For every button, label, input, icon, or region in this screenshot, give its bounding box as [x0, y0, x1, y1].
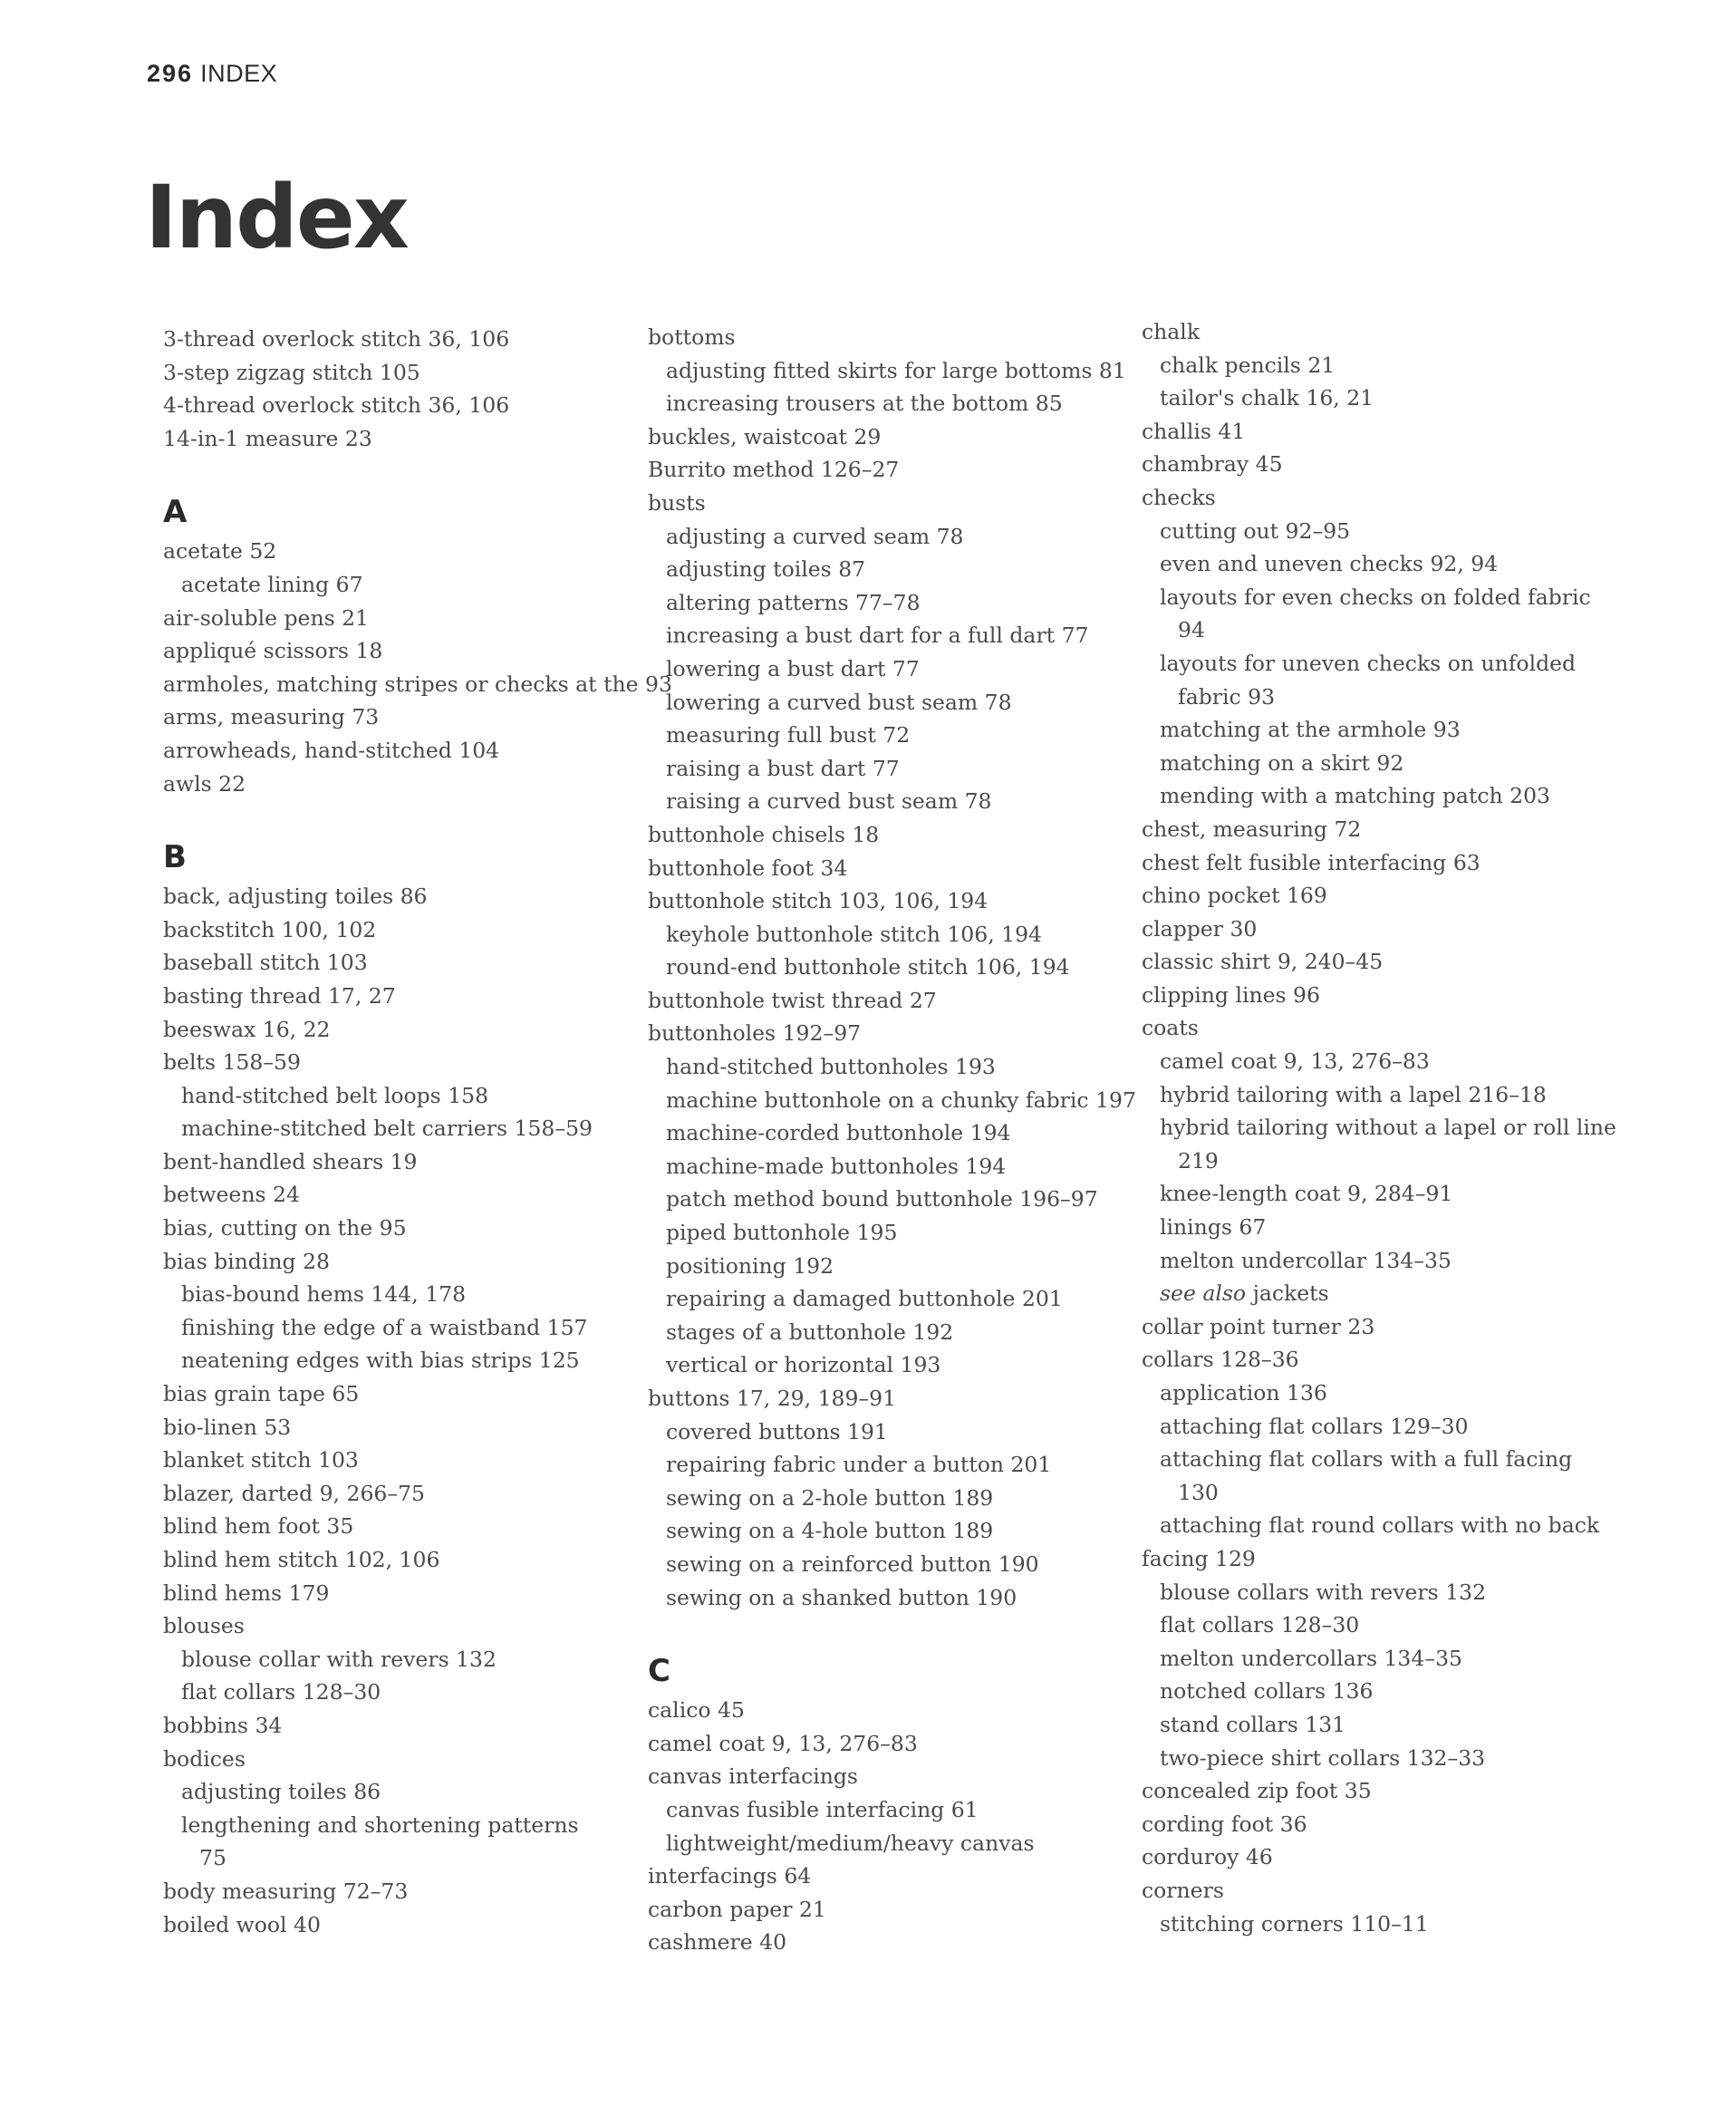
index-entry: collars 128–36: [1142, 1347, 1299, 1373]
index-subentry: stitching corners 110–11: [1160, 1910, 1429, 1937]
index-subentry: hand-stitched buttonholes 193: [666, 1054, 996, 1080]
index-subentry: knee-length coat 9, 284–91: [1160, 1181, 1453, 1207]
index-entry: buttonhole stitch 103, 106, 194: [648, 888, 989, 914]
index-entry: collar point turner 23: [1142, 1313, 1375, 1339]
index-subentry: lightweight/medium/heavy canvas: [666, 1830, 1035, 1856]
index-subentry: patch method bound buttonhole 196–97: [666, 1186, 1098, 1212]
index-entry: calico 45: [648, 1697, 745, 1724]
index-entry: facing 129: [1142, 1545, 1256, 1571]
index-subentry: mending with a matching patch 203: [1160, 783, 1551, 809]
index-entry: back, adjusting toiles 86: [163, 884, 428, 910]
index-entry: coats: [1142, 1015, 1199, 1041]
index-entry-continuation: 75: [199, 1845, 227, 1871]
index-subentry: positioning 192: [666, 1252, 834, 1279]
index-entry: armholes, matching stripes or checks at the 93: [163, 671, 672, 697]
index-subentry: increasing a bust dart for a full dart 77: [666, 623, 1089, 649]
index-entry: checks: [1142, 484, 1216, 510]
section-letter: C: [648, 1653, 670, 1690]
index-entry: 3-thread overlock stitch 36, 106: [163, 326, 510, 352]
index-entry: chambray 45: [1142, 451, 1283, 478]
index-subentry: blouse collars with revers 132: [1160, 1579, 1487, 1605]
section-spacer: [648, 1614, 1137, 1648]
index-subentry: hybrid tailoring with a lapel 216–18: [1160, 1081, 1547, 1107]
section-label: INDEX: [200, 60, 278, 87]
index-entry: arms, measuring 73: [163, 704, 380, 730]
index-subentry: chalk pencils 21: [1160, 352, 1336, 378]
index-subentry: raising a bust dart 77: [666, 755, 900, 781]
index-subentry: melton undercollars 134–35: [1160, 1645, 1462, 1671]
index-entry: blanket stitch 103: [163, 1447, 359, 1473]
index-entry: bias, cutting on the 95: [163, 1215, 407, 1241]
index-entry: betweens 24: [163, 1182, 300, 1208]
index-subentry: sewing on a 4-hole button 189: [666, 1518, 994, 1544]
index-entry: chest felt fusible interfacing 63: [1142, 849, 1480, 875]
index-subentry: vertical or horizontal 193: [666, 1352, 941, 1378]
index-subentry: lengthening and shortening patterns: [181, 1811, 579, 1838]
index-entry: classic shirt 9, 240–45: [1142, 949, 1384, 975]
index-entry: blouses: [163, 1613, 245, 1639]
index-entry: challis 41: [1142, 418, 1246, 444]
section-letter: B: [163, 839, 187, 876]
running-head: [147, 60, 277, 88]
index-column-2: [648, 321, 1137, 1959]
index-entry: body measuring 72–73: [163, 1878, 409, 1904]
section-letter: A: [163, 494, 188, 531]
index-subentry: keyhole buttonhole stitch 106, 194: [666, 921, 1043, 947]
index-entry: buttonhole chisels 18: [648, 821, 880, 847]
index-subentry: lowering a bust dart 77: [666, 655, 920, 681]
index-entry: basting thread 17, 27: [163, 982, 396, 1009]
index-entry: air-soluble pens 21: [163, 604, 370, 631]
index-entry: Burrito method 126–27: [648, 457, 900, 483]
index-subentry: machine-made buttonholes 194: [666, 1153, 1007, 1179]
index-subentry: covered buttons 191: [666, 1418, 888, 1444]
index-entry: appliqué scissors 18: [163, 638, 383, 664]
index-subentry: matching on a skirt 92: [1160, 749, 1404, 776]
index-entry: acetate 52: [163, 538, 277, 565]
index-subentry: machine buttonhole on a chunky fabric 197: [666, 1087, 1136, 1113]
index-entry: concealed zip foot 35: [1142, 1778, 1372, 1804]
index-subentry: hybrid tailoring without a lapel or roll line: [1160, 1115, 1616, 1141]
index-column-1: [163, 323, 672, 1941]
index-entry: buckles, waistcoat 29: [648, 423, 882, 449]
index-subentry: measuring full bust 72: [666, 722, 911, 749]
index-entry: chest, measuring 72: [1142, 816, 1362, 842]
index-entry: baseball stitch 103: [163, 950, 368, 976]
index-subentry: adjusting fitted skirts for large bottoms 81: [666, 357, 1126, 383]
cross-reference-target: jackets: [1252, 1280, 1329, 1307]
index-subentry: altering patterns 77–78: [666, 589, 921, 615]
index-entry: 4-thread overlock stitch 36, 106: [163, 392, 510, 419]
index-entry: bent-handled shears 19: [163, 1148, 418, 1174]
see-also-label: see also: [1160, 1280, 1247, 1307]
index-subentry: attaching flat collars with a full facing: [1160, 1446, 1573, 1473]
index-subentry: hand-stitched belt loops 158: [181, 1082, 489, 1108]
index-entry: canvas interfacings: [648, 1763, 858, 1790]
section-spacer: [163, 800, 652, 835]
index-entry: beeswax 16, 22: [163, 1016, 331, 1042]
index-subentry: adjusting toiles 87: [666, 556, 866, 583]
section-spacer: [163, 455, 652, 489]
page-number: 296: [147, 60, 194, 87]
index-entry: arrowheads, hand-stitched 104: [163, 737, 500, 763]
index-entry: bio-linen 53: [163, 1414, 292, 1440]
index-entry: bobbins 34: [163, 1712, 283, 1738]
index-entry: belts 158–59: [163, 1049, 301, 1076]
index-entry: awls 22: [163, 770, 246, 797]
index-entry: cording foot 36: [1142, 1811, 1307, 1837]
index-subentry: layouts for uneven checks on unfolded: [1160, 650, 1577, 676]
index-subentry: sewing on a reinforced button 190: [666, 1551, 1039, 1577]
index-subentry: adjusting a curved seam 78: [666, 523, 964, 549]
index-subentry: attaching flat round collars with no back: [1160, 1512, 1600, 1539]
index-subentry: increasing trousers at the bottom 85: [666, 391, 1063, 417]
index-subentry: tailor's chalk 16, 21: [1160, 385, 1374, 411]
index-subentry: lowering a curved bust seam 78: [666, 689, 1012, 715]
index-subentry: piped buttonhole 195: [666, 1220, 898, 1246]
index-entry: bias grain tape 65: [163, 1381, 360, 1407]
index-entry-continuation: 219: [1178, 1147, 1219, 1174]
index-subentry: even and uneven checks 92, 94: [1160, 551, 1499, 577]
index-entry: corduroy 46: [1142, 1844, 1273, 1870]
index-entry: buttonholes 192–97: [648, 1020, 862, 1047]
index-column-3: [1142, 315, 1631, 1940]
index-entry-continuation: 130: [1178, 1479, 1219, 1505]
index-subentry: linings 67: [1160, 1214, 1267, 1241]
index-subentry: machine-stitched belt carriers 158–59: [181, 1116, 593, 1142]
index-entry: buttonhole twist thread 27: [648, 987, 937, 1013]
index-subentry: stages of a buttonhole 192: [666, 1319, 954, 1345]
index-subentry: matching at the armhole 93: [1160, 717, 1461, 743]
index-entry: buttonhole foot 34: [648, 855, 848, 881]
index-cross-reference: [1142, 1277, 1631, 1310]
index-subentry: notched collars 136: [1160, 1678, 1374, 1705]
index-subentry: machine-corded buttonhole 194: [666, 1120, 1011, 1146]
index-subentry: raising a curved bust seam 78: [666, 788, 992, 815]
index-subentry: repairing fabric under a button 201: [666, 1452, 1052, 1478]
index-subentry: canvas fusible interfacing 61: [666, 1796, 979, 1822]
index-entry: 3-step zigzag stitch 105: [163, 359, 420, 385]
index-subentry: blouse collar with revers 132: [181, 1646, 497, 1672]
index-entry: blind hem foot 35: [163, 1513, 354, 1540]
index-subentry: two-piece shirt collars 132–33: [1160, 1744, 1486, 1771]
index-entry: corners: [1142, 1877, 1224, 1903]
index-entry: buttons 17, 29, 189–91: [648, 1386, 897, 1411]
index-subentry: flat collars 128–30: [181, 1679, 381, 1705]
index-subentry: bias-bound hems 144, 178: [181, 1281, 467, 1308]
index-subentry: melton undercollar 134–35: [1160, 1247, 1451, 1273]
index-entry-continuation: 94: [1178, 617, 1205, 643]
index-subentry: layouts for even checks on folded fabric: [1160, 584, 1591, 610]
index-entry: backstitch 100, 102: [163, 916, 377, 942]
index-entry: clapper 30: [1142, 915, 1258, 942]
index-entry: busts: [648, 489, 706, 516]
index-subentry: sewing on a 2-hole button 189: [666, 1484, 994, 1511]
index-entry: bias binding 28: [163, 1248, 330, 1274]
index-subentry: acetate lining 67: [181, 571, 363, 597]
index-subentry: neatening edges with bias strips 125: [181, 1348, 580, 1374]
index-entry-continuation: fabric 93: [1178, 683, 1276, 710]
index-subentry: sewing on a shanked button 190: [666, 1584, 1017, 1610]
index-subentry: round-end buttonhole stitch 106, 194: [666, 954, 1070, 981]
index-entry: blind hem stitch 102, 106: [163, 1547, 440, 1572]
index-entry: cashmere 40: [648, 1929, 787, 1956]
index-subentry: cutting out 92–95: [1160, 517, 1351, 544]
page-title: Index: [145, 167, 408, 268]
index-subentry: repairing a damaged buttonhole 201: [666, 1286, 1063, 1312]
index-entry: chalk: [1142, 319, 1201, 344]
index-subentry: finishing the edge of a waistband 157: [181, 1314, 588, 1340]
index-entry: camel coat 9, 13, 276–83: [648, 1730, 918, 1756]
index-entry: interfacings 64: [648, 1863, 812, 1889]
index-subentry: camel coat 9, 13, 276–83: [1160, 1048, 1430, 1075]
index-subentry: attaching flat collars 129–30: [1160, 1413, 1469, 1439]
index-entry: blind hems 179: [163, 1580, 330, 1606]
index-subentry: application 136: [1160, 1380, 1327, 1406]
index-entry: 14-in-1 measure 23: [163, 425, 372, 451]
index-entry: boiled wool 40: [163, 1911, 321, 1937]
index-entry: clipping lines 96: [1142, 981, 1320, 1008]
index-entry: chino pocket 169: [1142, 883, 1327, 909]
index-subentry: flat collars 128–30: [1160, 1612, 1360, 1638]
index-entry: blazer, darted 9, 266–75: [163, 1480, 425, 1506]
index-entry: bottoms: [648, 324, 736, 350]
index-entry: carbon paper 21: [648, 1896, 826, 1922]
index-subentry: adjusting toiles 86: [181, 1779, 381, 1805]
index-subentry: stand collars 131: [1160, 1711, 1346, 1737]
index-entry: bodices: [163, 1745, 246, 1772]
